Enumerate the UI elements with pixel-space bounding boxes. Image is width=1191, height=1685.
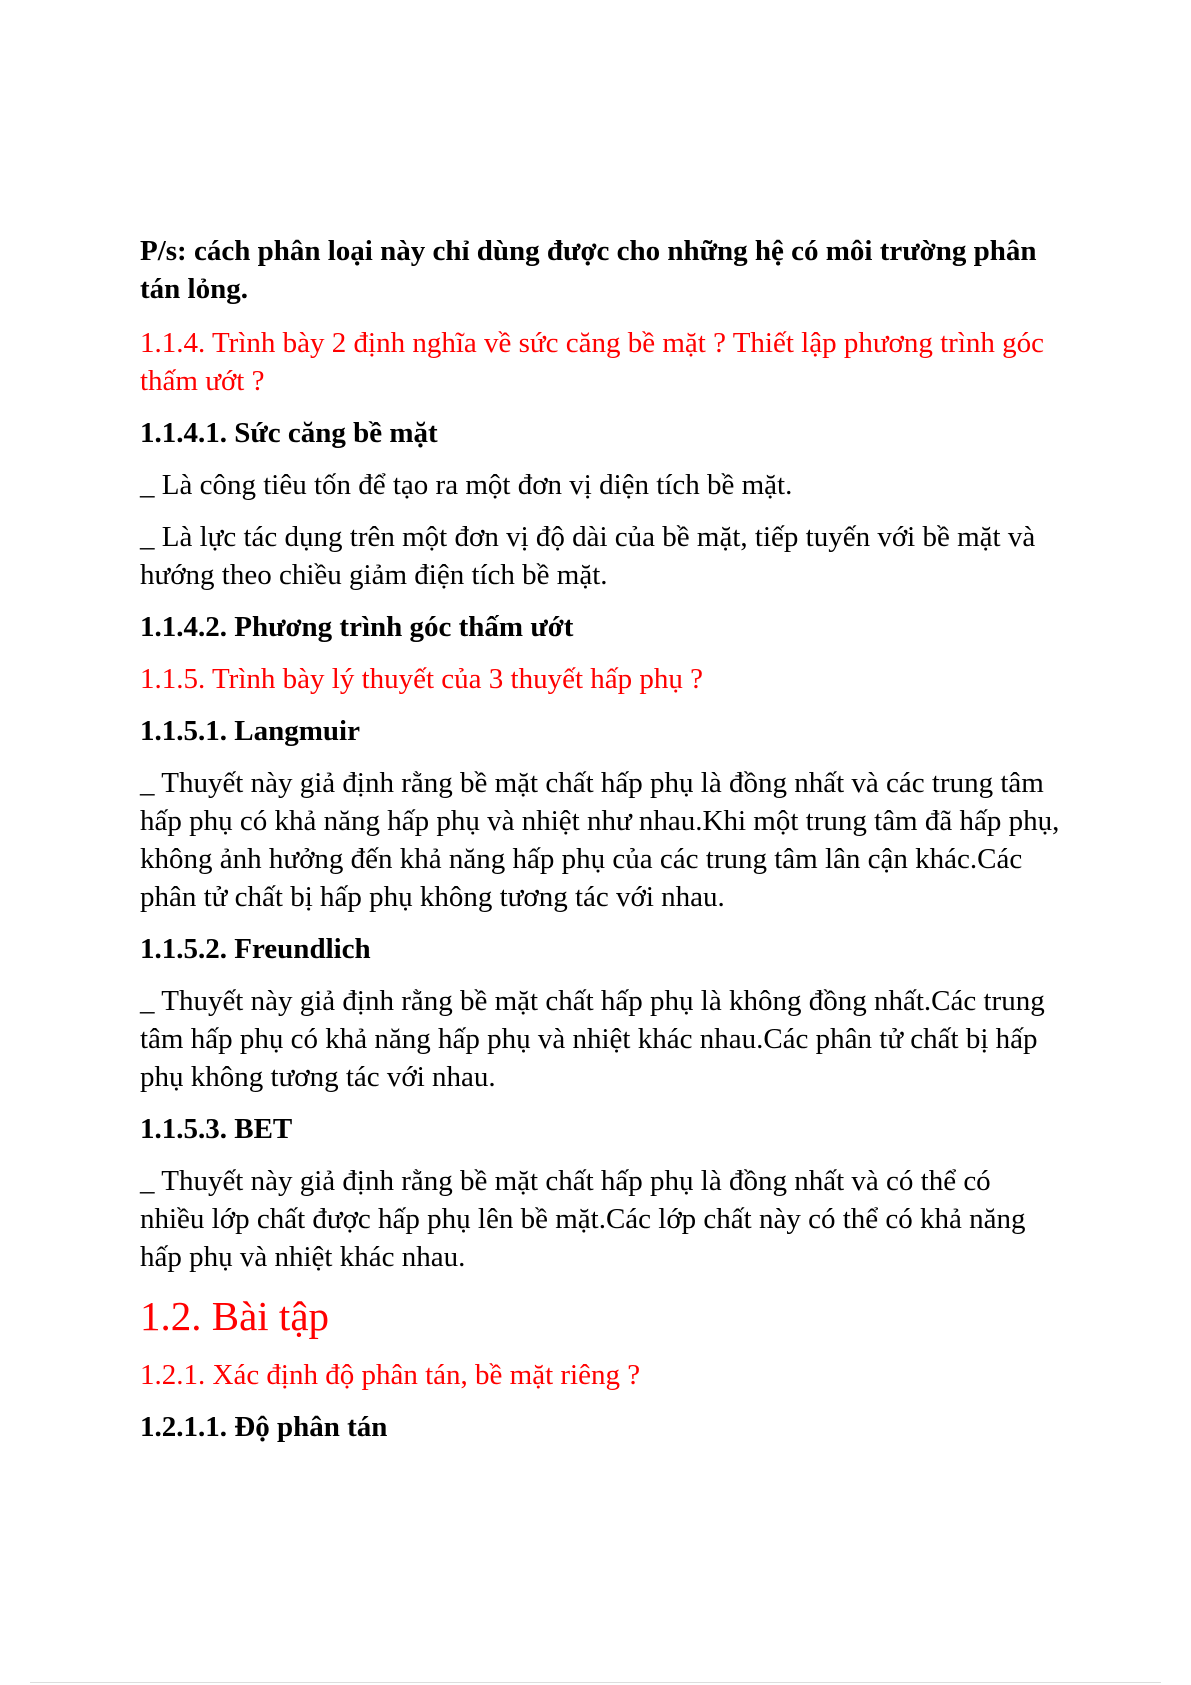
question-heading-1-1-5: 1.1.5. Trình bày lý thuyết của 3 thuyết hấp phụ ? <box>140 663 704 695</box>
section-heading-1-2: 1.2. Bài tập <box>140 1293 330 1339</box>
question-heading-1-2-1: 1.2.1. Xác định độ phân tán, bề mặt riêng ? <box>140 1359 641 1391</box>
subheading-1-1-5-3: 1.1.5.3. BET <box>140 1113 293 1145</box>
document-page <box>140 232 1060 1460</box>
note-paragraph: P/s: cách phân loại này chỉ dùng được cho những hệ có môi trường phân tán lỏng. <box>140 235 1037 305</box>
subheading-1-2-1-1: 1.2.1.1. Độ phân tán <box>140 1411 388 1443</box>
paragraph-1-1-5-1: _ Thuyết này giả định rằng bề mặt chất hấp phụ là đồng nhất và các trung tâm hấp phụ có khả năng hấp phụ và nhiệt như nhau.Khi một trung tâm đã hấp phụ, không ảnh hưởng đến khả năng hấp phụ của các trung tâm lân cận khác.Các phân tử chất bị hấp phụ không tương tác với nhau. <box>140 767 1060 913</box>
subheading-1-1-5-2: 1.1.5.2. Freundlich <box>140 933 371 965</box>
subheading-1-1-5-1: 1.1.5.1. Langmuir <box>140 715 360 747</box>
subheading-1-1-4-1: 1.1.4.1. Sức căng bề mặt <box>140 417 438 449</box>
question-heading-1-1-4: 1.1.4. Trình bày 2 định nghĩa về sức căng bề mặt ? Thiết lập phương trình góc thấm ướt ? <box>140 327 1045 397</box>
paragraph-1-1-4-1-a: _ Là công tiêu tốn để tạo ra một đơn vị diện tích bề mặt. <box>140 469 793 501</box>
paragraph-1-1-4-1-b: _ Là lực tác dụng trên một đơn vị độ dài của bề mặt, tiếp tuyến với bề mặt và hướng theo chiều giảm điện tích bề mặt. <box>140 521 1036 591</box>
paragraph-1-1-5-2: _ Thuyết này giả định rằng bề mặt chất hấp phụ là không đồng nhất.Các trung tâm hấp phụ có khả năng hấp phụ và nhiệt khác nhau.Các phân tử chất bị hấp phụ không tương tác với nhau. <box>140 985 1045 1093</box>
subheading-1-1-4-2: 1.1.4.2. Phương trình góc thấm ướt <box>140 611 574 643</box>
paragraph-1-1-5-3: _ Thuyết này giả định rằng bề mặt chất hấp phụ là đồng nhất và có thể có nhiều lớp chất được hấp phụ lên bề mặt.Các lớp chất này có thể có khả năng hấp phụ và nhiệt khác nhau. <box>140 1165 1026 1273</box>
page-bottom-divider <box>30 1682 1161 1683</box>
